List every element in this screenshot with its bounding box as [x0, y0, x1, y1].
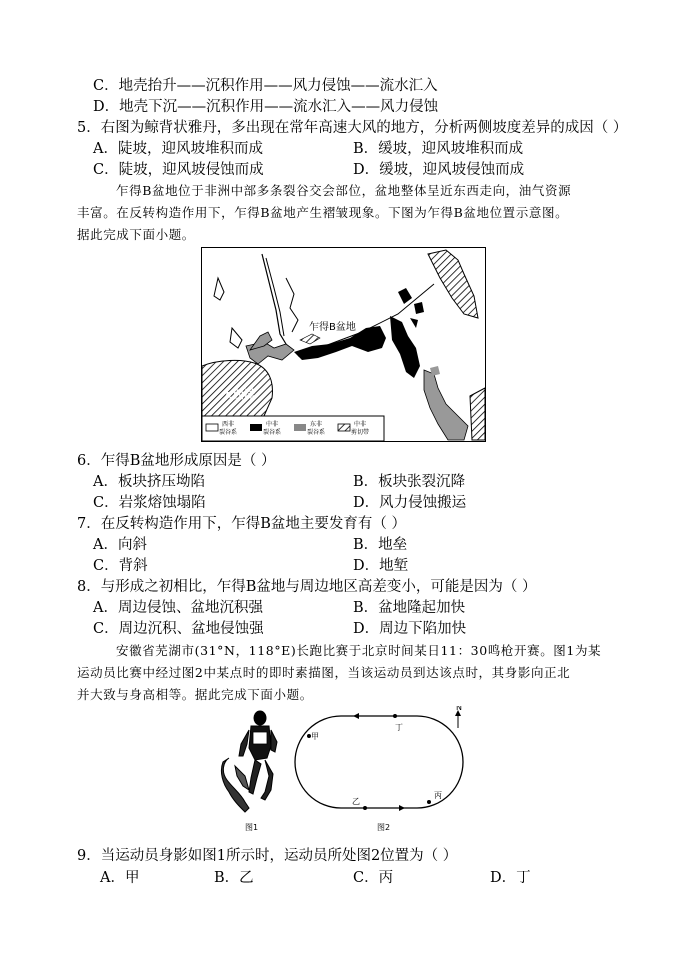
- q6-option-c: C．岩浆熔蚀塌陷: [93, 495, 206, 511]
- fig2-caption: 图2: [377, 823, 391, 832]
- passage2-line1: 安徽省芜湖市(31°N，118°E)长跑比赛于北京时间某日11：30鸣枪开赛。图1为某: [116, 643, 602, 658]
- q6-option-b: B．板块张裂沉降: [353, 474, 466, 490]
- q4-option-d: D．地壳下沉——沉积作用——流水汇入——风力侵蚀: [93, 99, 439, 115]
- point-jia: 甲: [311, 732, 319, 741]
- q9-option-c: C．丙: [353, 870, 394, 886]
- q6-option-a: A．板块挤压坳陷: [93, 474, 205, 490]
- west-african-rift: [262, 254, 286, 344]
- q5-option-d: D．缓坡，迎风坡侵蚀而成: [353, 162, 525, 178]
- legend-west-african: 西非: [222, 421, 235, 428]
- chad-basin-location-map: [201, 247, 486, 442]
- q7-option-a: A．向斜: [93, 537, 147, 553]
- q7-option-b: B．地垒: [353, 537, 408, 553]
- runner-sketch: [221, 711, 277, 812]
- q5-option-b: B．缓坡，迎风坡堆积而成: [353, 141, 524, 157]
- q6-option-d: D．风力侵蚀搬运: [353, 495, 467, 511]
- q8-stem: 8．与形成之初相比，乍得B盆地与周边地区高差变小，可能是因为（ ）: [77, 579, 537, 595]
- q9-option-b: B．乙: [214, 870, 254, 886]
- legend-central-african: 中非: [266, 421, 279, 428]
- q9-option-d: D．丁: [490, 870, 531, 886]
- q8-option-b: B．盆地隆起加快: [353, 600, 466, 616]
- passage1-line2: 丰富。在反转构造作用下，乍得B盆地产生褶皱现象。下图为乍得B盆地位置示意图。: [77, 205, 569, 220]
- point-ding: 丁: [395, 723, 403, 732]
- q5-option-a: A．陡坡，迎风坡堆积而成: [93, 141, 263, 157]
- q5-stem: 5．右图为鲸背状雅丹，多出现在常年高速大风的地方，分析两侧坡度差异的成因（ ）: [77, 120, 628, 136]
- q6-stem: 6．乍得B盆地形成原因是（ ）: [77, 453, 276, 469]
- q9-stem: 9．当运动员身影如图1所示时，运动员所处图2位置为（ ）: [77, 848, 458, 864]
- point-bing: 丙: [434, 791, 442, 800]
- svg-text:剪切带: 剪切带: [351, 429, 370, 436]
- q7-option-d: D．地堑: [353, 558, 409, 574]
- basin-label: 乍得B盆地: [309, 322, 356, 333]
- passage1-line1: 乍得B盆地位于非洲中部多条裂谷交会部位，盆地整体呈近东西走向，油气资源: [116, 183, 572, 198]
- passage1-line3: 据此完成下面小题。: [77, 227, 195, 242]
- ocean-label: 大西洋: [222, 388, 255, 401]
- q8-option-a: A．周边侵蚀、盆地沉积强: [93, 600, 263, 616]
- svg-text:裂谷系: 裂谷系: [263, 429, 282, 436]
- q8-option-d: D．周边下陷加快: [353, 621, 467, 637]
- passage2-line2: 运动员比赛中经过图2中某点时的即时素描图，当该运动员到达该点时，其身影向正北: [77, 665, 571, 680]
- q9-option-a: A．甲: [100, 870, 140, 886]
- svg-text:裂谷系: 裂谷系: [219, 429, 238, 436]
- fig1-caption: 图1: [245, 823, 259, 832]
- point-yi: 乙: [352, 797, 360, 806]
- q4-option-c: C．地壳抬升——沉积作用——风力侵蚀——流水汇入: [93, 78, 438, 94]
- q7-option-c: C．背斜: [93, 558, 148, 574]
- q5-option-c: C．陡坡，迎风坡侵蚀而成: [93, 162, 264, 178]
- svg-text:N: N: [456, 706, 462, 712]
- legend-east-african: 东非: [310, 421, 323, 428]
- east-african-rift-east: [424, 370, 468, 440]
- legend-shear-zone: 中非: [354, 421, 367, 428]
- q8-option-c: C．周边沉积、盆地侵蚀强: [93, 621, 264, 637]
- svg-text:裂谷系: 裂谷系: [307, 429, 326, 436]
- runner-figures: [215, 706, 475, 836]
- passage2-line3: 并大致与身高相等。据此完成下面小题。: [77, 687, 313, 702]
- q7-stem: 7．在反转构造作用下，乍得B盆地主要发育有（ ）: [77, 516, 406, 532]
